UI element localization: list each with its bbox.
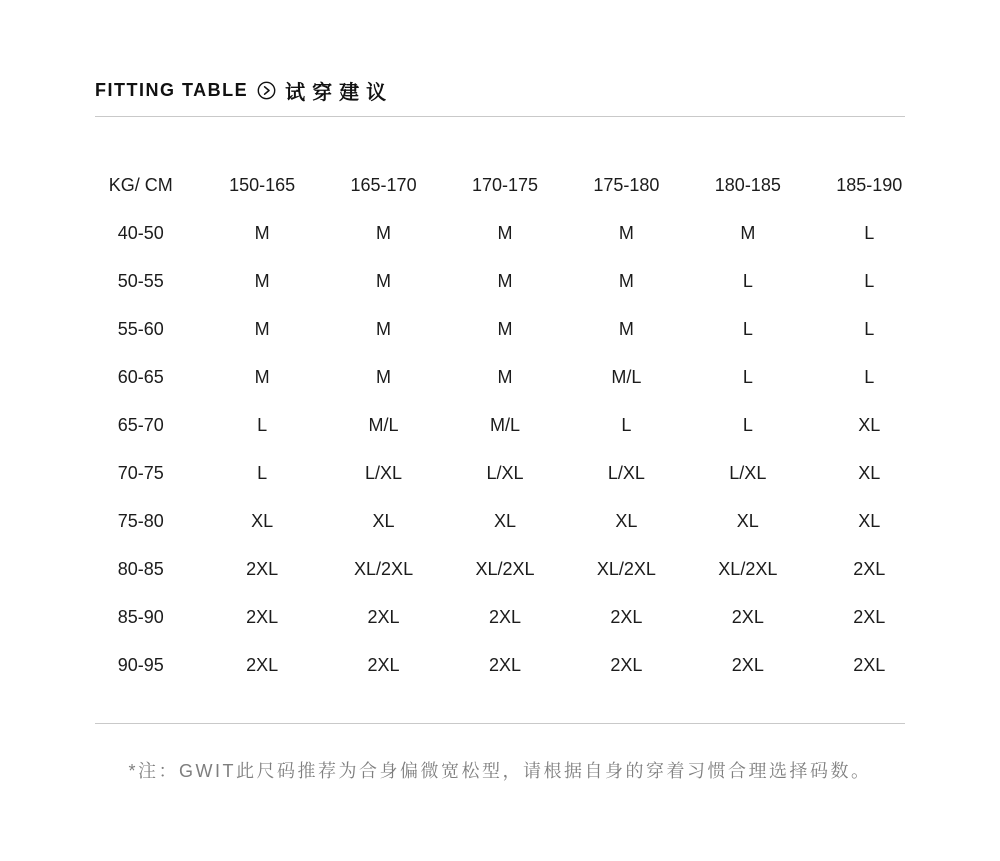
size-cell: L [742, 366, 753, 387]
size-cell: 2XL [731, 606, 764, 627]
table-row [80, 545, 930, 593]
size-cell: XL/2XL [596, 558, 656, 579]
size-cell: M [376, 270, 392, 291]
size-cell: M [740, 222, 756, 243]
size-cell: XL/2XL [718, 558, 778, 579]
row-header-weight-range: 40-50 [117, 222, 164, 243]
table-row [80, 209, 930, 257]
row-header-weight-range: 80-85 [117, 558, 164, 579]
size-cell: 2XL [731, 654, 764, 675]
size-cell: M [254, 270, 270, 291]
size-cell: L [742, 318, 753, 339]
size-cell: 2XL [367, 654, 400, 675]
section-title-cn: 试穿建议 [285, 81, 394, 104]
divider-bottom [95, 723, 905, 724]
size-cell: M/L [611, 366, 642, 387]
size-cell: 2XL [367, 606, 400, 627]
size-cell: M [254, 366, 270, 387]
divider-top [95, 116, 905, 117]
size-cell: M [254, 318, 270, 339]
table-header-row [80, 161, 930, 209]
size-cell: XL [251, 510, 274, 531]
section-title-en: FITTING TABLE [95, 79, 249, 100]
size-cell: M [376, 318, 392, 339]
size-cell: L/XL [729, 462, 767, 483]
size-cell: M [618, 318, 634, 339]
size-cell: L [257, 462, 268, 483]
size-cell: M [497, 366, 513, 387]
size-cell: M/L [368, 414, 399, 435]
size-cell: 2XL [853, 606, 886, 627]
size-cell: 2XL [246, 654, 279, 675]
table-row [80, 257, 930, 305]
row-header-weight-range: 55-60 [117, 318, 164, 339]
fitting-table [80, 161, 930, 689]
row-header-weight-range: 75-80 [117, 510, 164, 531]
size-cell: L [864, 366, 875, 387]
size-cell: L [864, 222, 875, 243]
size-cell: M [618, 270, 634, 291]
size-cell: L/XL [607, 462, 645, 483]
size-cell: 2XL [488, 654, 521, 675]
size-cell: L/XL [365, 462, 403, 483]
size-cell: XL [493, 510, 516, 531]
size-cell: 2XL [853, 558, 886, 579]
col-header-height-range: 180-185 [714, 174, 781, 195]
size-cell: M [497, 318, 513, 339]
size-cell: M [497, 270, 513, 291]
size-cell: XL [858, 462, 881, 483]
size-cell: M [254, 222, 270, 243]
table-row [80, 497, 930, 545]
row-header-weight-range: 70-75 [117, 462, 164, 483]
size-cell: XL [858, 414, 881, 435]
row-header-weight-range: 65-70 [117, 414, 164, 435]
circle-chevron-right-icon [257, 81, 276, 100]
table-row [80, 401, 930, 449]
size-cell: 2XL [246, 606, 279, 627]
size-cell: 2XL [610, 606, 643, 627]
size-cell: 2XL [488, 606, 521, 627]
size-cell: XL/2XL [354, 558, 414, 579]
size-cell: XL [372, 510, 395, 531]
table-row [80, 593, 930, 641]
row-header-weight-range: 50-55 [117, 270, 164, 291]
size-cell: L [621, 414, 632, 435]
table-row [80, 449, 930, 497]
col-header-height-range: 150-165 [229, 174, 296, 195]
size-cell: XL [615, 510, 638, 531]
col-header-height-range: 170-175 [471, 174, 538, 195]
row-header-weight-range: 60-65 [117, 366, 164, 387]
table-row [80, 305, 930, 353]
col-header-units: KG/ CM [108, 174, 173, 195]
size-cell: M [497, 222, 513, 243]
size-cell: M [618, 222, 634, 243]
table-row [80, 353, 930, 401]
col-header-height-range: 175-180 [593, 174, 660, 195]
size-cell: 2XL [246, 558, 279, 579]
table-row [80, 641, 930, 689]
size-cell: 2XL [853, 654, 886, 675]
size-cell: L/XL [486, 462, 524, 483]
size-cell: M [376, 366, 392, 387]
section-header [95, 78, 393, 102]
size-cell: L [742, 270, 753, 291]
footnote: *注：GWIT此尺码推荐为合身偏微宽松型，请根据自身的穿着习惯合理选择码数。 [128, 761, 872, 781]
size-cell: L [257, 414, 268, 435]
col-header-height-range: 165-170 [350, 174, 417, 195]
size-cell: XL [736, 510, 759, 531]
size-cell: XL [858, 510, 881, 531]
size-cell: L [864, 270, 875, 291]
size-cell: 2XL [610, 654, 643, 675]
size-cell: L [742, 414, 753, 435]
size-cell: M/L [489, 414, 520, 435]
row-header-weight-range: 85-90 [117, 606, 164, 627]
size-cell: XL/2XL [475, 558, 535, 579]
row-header-weight-range: 90-95 [117, 654, 164, 675]
size-cell: M [376, 222, 392, 243]
size-cell: L [864, 318, 875, 339]
col-header-height-range: 185-190 [836, 174, 903, 195]
